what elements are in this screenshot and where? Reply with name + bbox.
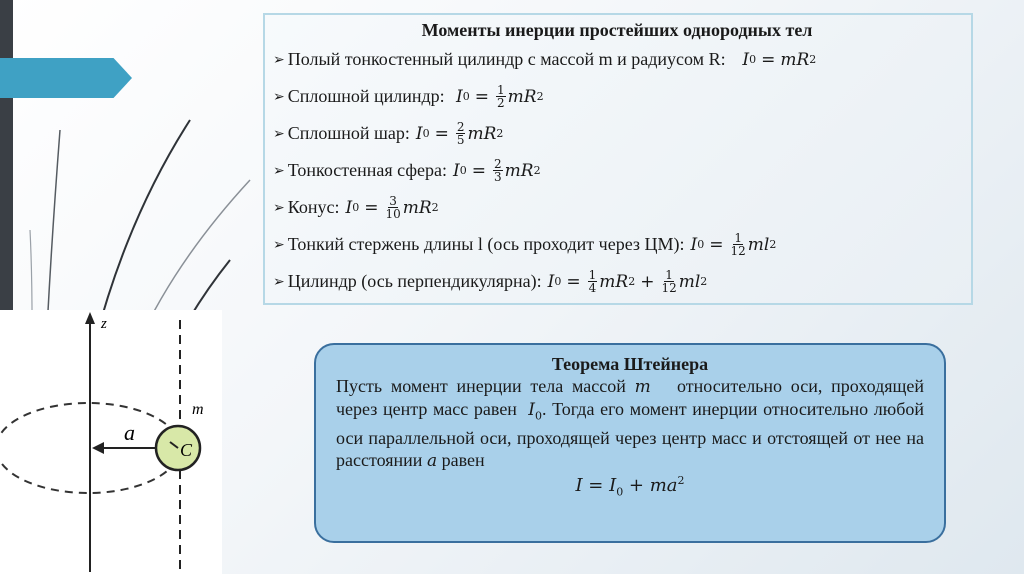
item-solid-sphere <box>273 115 961 152</box>
formula: I 0 = $\frac{3}{10}$ mR 2 <box>345 194 439 221</box>
steiner-diagram <box>0 310 222 574</box>
item-cone <box>273 189 961 226</box>
formula: I 0 = $\frac{1}{4}$ mR 2 + $\frac{1}{12}$ ml 2 <box>547 268 708 295</box>
steiner-theorem-box <box>314 343 946 543</box>
steiner-figure <box>0 310 222 574</box>
box-title: Моменты инерции простейших однородных тел <box>421 20 813 40</box>
mass-label: m <box>192 401 204 418</box>
math-i0: $I_0$ <box>528 400 542 423</box>
math-a: a <box>426 451 438 472</box>
bullet-arrow-icon: ➢ <box>273 125 285 142</box>
theorem-text <box>336 375 924 472</box>
distance-label: a <box>124 420 135 445</box>
bullet-arrow-icon: ➢ <box>273 199 285 216</box>
item-label: Тонкостенная сфера: <box>287 160 448 180</box>
accent-arrow-tab <box>0 58 132 98</box>
item-label: Цилиндр (ось перпендикулярна): <box>287 271 542 291</box>
theorem-title: Теорема Штейнера <box>551 354 709 374</box>
item-label: Сплошной цилиндр: <box>287 86 445 106</box>
item-label: Тонкий стержень длины l (ось проходит через ЦМ): <box>287 234 685 254</box>
axis-label: z <box>101 316 107 332</box>
formula: I 0 = $\frac{1}{2}$ mR 2 <box>450 83 544 110</box>
item-thin-sphere <box>273 152 961 189</box>
bullet-arrow-icon: ➢ <box>273 273 285 290</box>
item-cylinder-perpendicular <box>273 263 961 300</box>
math-m: m <box>634 377 651 397</box>
bullet-arrow-icon: ➢ <box>273 162 285 179</box>
theorem-text-part: . Тогда его момент инерции относительно любой оси параллельной оси, проходящей через центр масс и отстоящей от нее на расстоянии <box>336 399 925 471</box>
item-hollow-cylinder <box>273 41 961 78</box>
formula: I 0 = $\frac{1}{12}$ ml 2 <box>690 231 777 258</box>
item-label: Сплошной шар: <box>287 123 410 143</box>
bullet-arrow-icon: ➢ <box>273 88 285 105</box>
bullet-arrow-icon: ➢ <box>273 236 285 253</box>
theorem-formula: $I = I_0 + ma^2$ <box>575 474 685 499</box>
theorem-text-part: равен <box>441 450 485 471</box>
bullet-arrow-icon: ➢ <box>273 51 285 68</box>
item-label: Конус: <box>287 197 340 217</box>
item-thin-rod <box>273 226 961 263</box>
item-solid-cylinder <box>273 78 961 115</box>
theorem-text-part: Пусть момент инерции тела массой <box>336 376 626 396</box>
formula: I 0 = mR 2 <box>731 49 817 70</box>
item-label: Полый тонкостенный цилиндр с массой m и радиусом R: <box>287 49 726 69</box>
center-label: C <box>180 440 193 460</box>
formula: I 0 = $\frac{2}{3}$ mR 2 <box>453 157 541 184</box>
formula: I 0 = $\frac{2}{5}$ mR 2 <box>415 120 504 147</box>
moments-of-inertia-box <box>263 13 973 305</box>
theorem-text-part: относительно оси, проходящей через центр масс равен <box>336 376 925 419</box>
